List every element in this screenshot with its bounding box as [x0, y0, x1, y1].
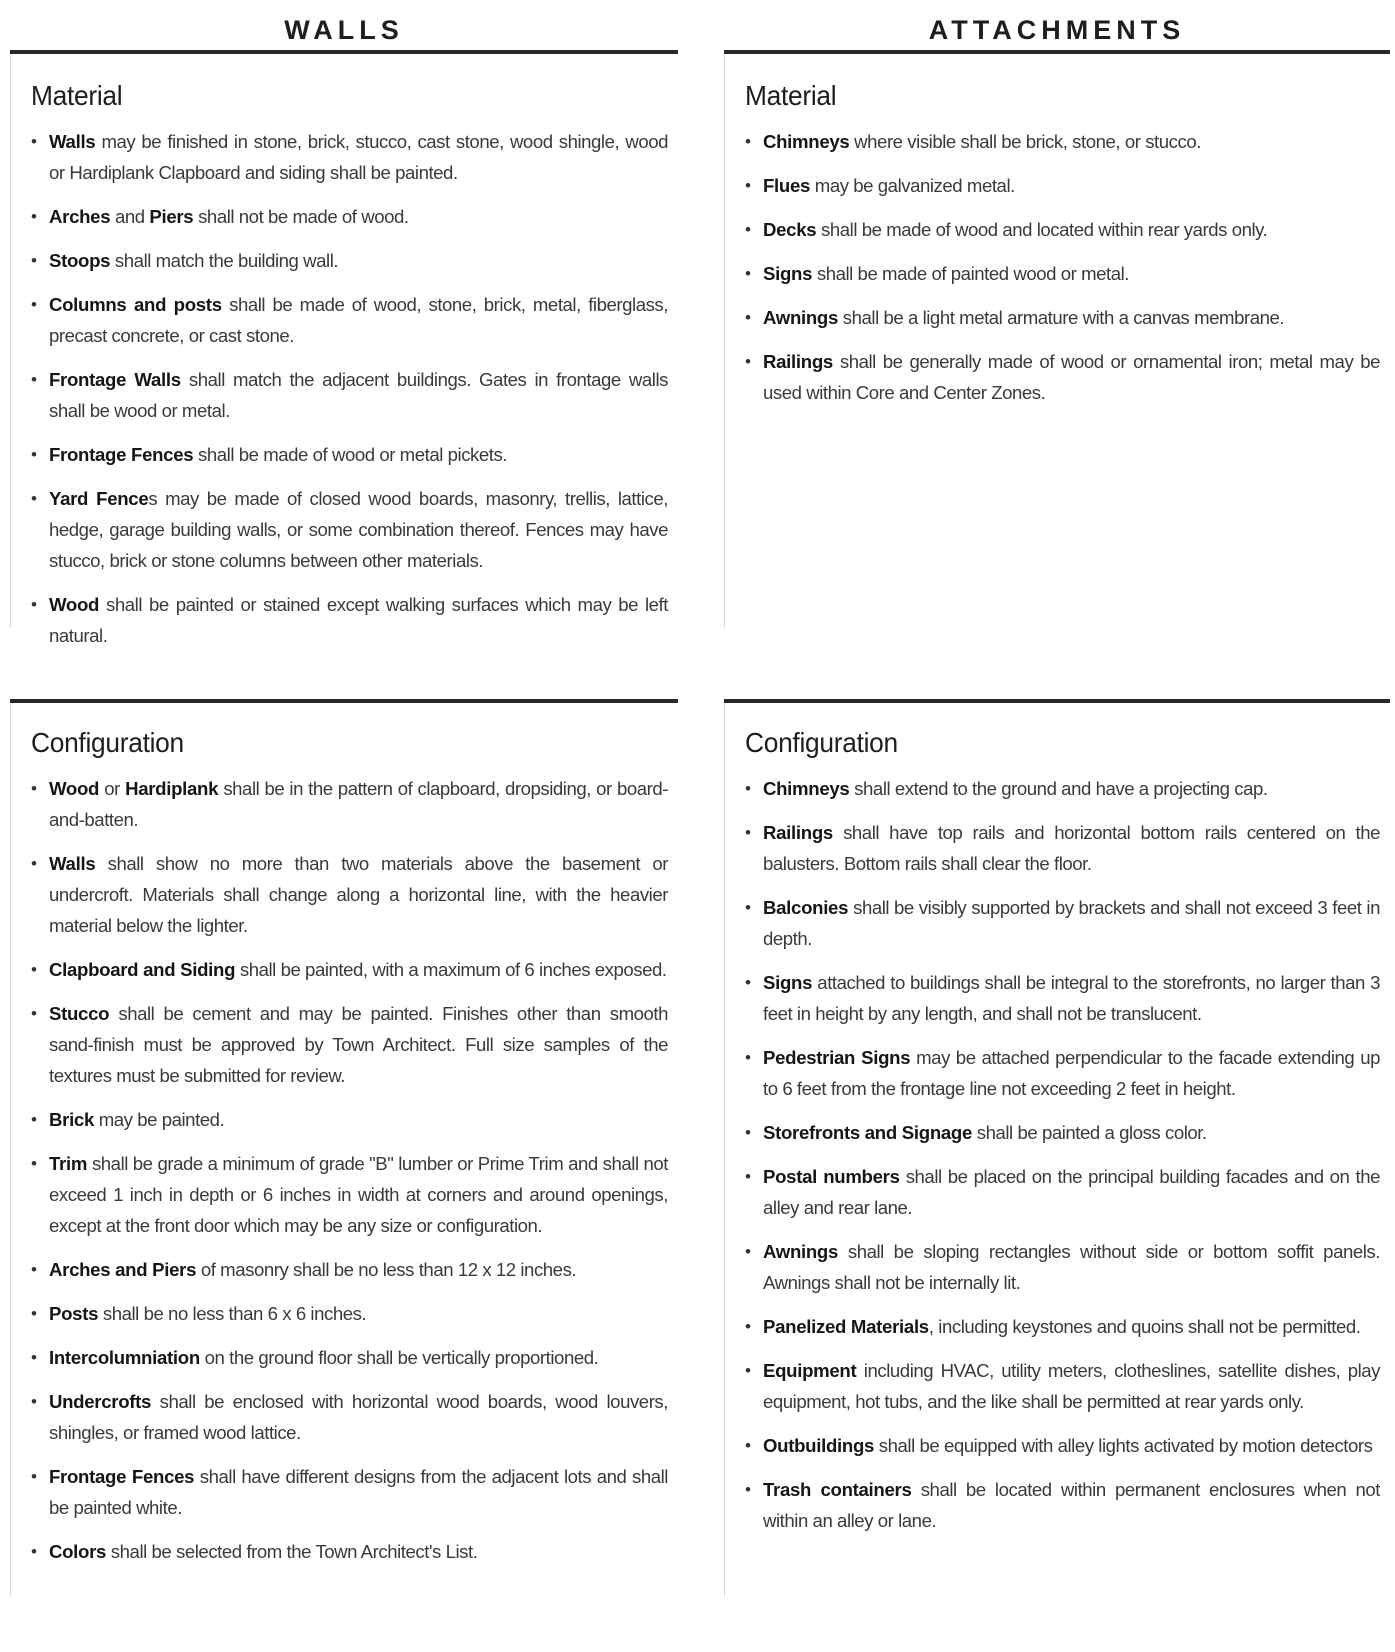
item-term: Railings — [763, 351, 833, 372]
list-item — [31, 1386, 668, 1448]
item-term: Storefronts and Signage — [763, 1122, 973, 1143]
list-item — [31, 1298, 668, 1329]
walls-material-panel — [10, 54, 678, 646]
item-term: Arches — [49, 206, 111, 227]
list-item — [745, 170, 1380, 201]
item-text: s may be made of closed wood boards, masonry, trellis, lattice, hedge, garage building walls, or some combination thereof. Fences may have stucco, brick or stone columns between other materials. — [49, 488, 668, 571]
item-text: may be painted. — [94, 1109, 225, 1130]
walls-configuration-list — [31, 773, 668, 1567]
item-text: shall match the building wall. — [110, 250, 339, 271]
item-term: Frontage Fences — [49, 1466, 195, 1487]
attachments-material-panel — [724, 54, 1390, 628]
list-item — [745, 1430, 1380, 1461]
column-title: ATTACHMENTS — [928, 15, 1186, 45]
item-text: shall be painted or stained except walking surfaces which may be left natural. — [49, 594, 668, 646]
item-term: Pedestrian Signs — [763, 1047, 911, 1068]
list-item — [31, 289, 668, 351]
section-heading: Configuration — [745, 727, 898, 758]
item-term: Hardiplank — [125, 778, 219, 799]
item-term: Stoops — [49, 250, 111, 271]
item-text: including HVAC, utility meters, clotheslines, satellite dishes, play equipment, hot tubs, and the like shall be permitted at rear yards only. — [763, 1360, 1380, 1412]
item-term: Signs — [763, 972, 813, 993]
item-text: attached to buildings shall be integral to the storefronts, no larger than 3 feet in height by any length, and shall not be translucent. — [763, 972, 1380, 1024]
section-heading: Material — [31, 80, 123, 111]
list-item — [31, 364, 668, 426]
item-text: shall be located within permanent enclosures when not within an alley or lane. — [763, 1479, 1380, 1531]
item-text: or — [99, 778, 126, 799]
attachments-column — [724, 0, 1390, 628]
item-text: shall match the adjacent buildings. Gates in frontage walls shall be wood or metal. — [49, 369, 668, 421]
section-heading: Material — [745, 80, 837, 111]
list-item — [745, 773, 1380, 804]
item-term: Piers — [149, 206, 194, 227]
item-text: shall be made of wood, stone, brick, metal, fiberglass, precast concrete, or cast stone. — [49, 294, 668, 346]
item-text: shall be a light metal armature with a canvas membrane. — [838, 307, 1285, 328]
list-item — [745, 258, 1380, 289]
walls-configuration-panel — [10, 703, 678, 1597]
list-item — [745, 1042, 1380, 1104]
item-term: Chimneys — [763, 778, 850, 799]
item-text: shall show no more than two materials above the basement or undercroft. Materials shall change along a horizontal line, with the heavier material below the lighter. — [49, 853, 668, 936]
item-term: Panelized Materials — [763, 1316, 929, 1337]
item-term: Equipment — [763, 1360, 857, 1381]
item-term: Colors — [49, 1541, 107, 1562]
list-item — [745, 1311, 1380, 1342]
list-item — [31, 954, 668, 985]
item-term: Walls — [49, 131, 96, 152]
item-term: Walls — [49, 853, 96, 874]
list-item — [31, 201, 668, 232]
item-text: shall be selected from the Town Architect's List. — [106, 1541, 478, 1562]
list-item — [31, 439, 668, 470]
item-term: Decks — [763, 219, 817, 240]
item-text: where visible shall be brick, stone, or stucco. — [849, 131, 1201, 152]
item-text: may be finished in stone, brick, stucco, cast stone, wood shingle, wood or Hardiplank Clapboard and siding shall be painted. — [49, 131, 668, 183]
item-term: Trash containers — [763, 1479, 912, 1500]
list-item — [31, 848, 668, 941]
list-item — [31, 1536, 668, 1567]
item-term: Signs — [763, 263, 813, 284]
item-text: shall be grade a minimum of grade "B" lumber or Prime Trim and shall not exceed 1 inch in depth or 6 inches in width at corners and around openings, except at the front door which may be any size or configuration. — [49, 1153, 668, 1236]
attachments-material-list — [745, 126, 1380, 408]
list-item — [31, 1254, 668, 1285]
item-text: and — [110, 206, 150, 227]
list-item — [31, 1148, 668, 1241]
list-item — [745, 1117, 1380, 1148]
item-term: Stucco — [49, 1003, 110, 1024]
list-item — [31, 245, 668, 276]
list-item — [31, 1342, 668, 1373]
item-term: Arches and Piers — [49, 1259, 197, 1280]
item-term: Postal numbers — [763, 1166, 900, 1187]
list-item — [745, 1355, 1380, 1417]
list-item — [745, 1161, 1380, 1223]
list-item — [745, 892, 1380, 954]
item-text: may be attached perpendicular to the facade extending up to 6 feet from the frontage line not exceeding 2 feet in height. — [763, 1047, 1380, 1099]
item-text: of masonry shall be no less than 12 x 12 inches. — [196, 1259, 577, 1280]
list-item — [745, 302, 1380, 333]
list-item — [31, 773, 668, 835]
item-text: shall be enclosed with horizontal wood boards, wood louvers, shingles, or framed wood lattice. — [49, 1391, 668, 1443]
item-term: Posts — [49, 1303, 99, 1324]
column-title: WALLS — [284, 15, 404, 45]
item-term: Balconies — [763, 897, 849, 918]
list-item — [31, 1461, 668, 1523]
list-item — [745, 214, 1380, 245]
walls-column — [10, 0, 678, 646]
item-term: Awnings — [763, 1241, 839, 1262]
item-text: shall be generally made of wood or ornamental iron; metal may be used within Core and Center Zones. — [763, 351, 1380, 403]
item-text: shall be made of wood or metal pickets. — [193, 444, 508, 465]
item-term: Flues — [763, 175, 811, 196]
list-item — [31, 998, 668, 1091]
item-text: shall have different designs from the adjacent lots and shall be painted white. — [49, 1466, 668, 1518]
item-text: shall be painted, with a maximum of 6 inches exposed. — [235, 959, 667, 980]
item-text: shall be made of painted wood or metal. — [812, 263, 1130, 284]
list-item — [31, 483, 668, 576]
item-text: shall be no less than 6 x 6 inches. — [98, 1303, 367, 1324]
attachments-configuration-block — [724, 699, 1390, 1597]
walls-configuration-block — [10, 699, 678, 1597]
list-item — [31, 589, 668, 651]
list-item — [31, 126, 668, 188]
attachments-configuration-list — [745, 773, 1380, 1536]
item-text: shall be visibly supported by brackets and shall not exceed 3 feet in depth. — [763, 897, 1380, 949]
list-item — [745, 967, 1380, 1029]
item-text: , including keystones and quoins shall not be permitted. — [928, 1316, 1361, 1337]
walls-material-list — [31, 126, 668, 651]
list-item — [745, 1236, 1380, 1298]
item-text: shall be made of wood and located within rear yards only. — [816, 219, 1268, 240]
item-text: on the ground floor shall be vertically proportioned. — [199, 1347, 599, 1368]
item-text: shall extend to the ground and have a projecting cap. — [849, 778, 1268, 799]
attachments-configuration-panel — [724, 703, 1390, 1597]
list-item — [31, 1104, 668, 1135]
item-term: Wood — [49, 594, 100, 615]
item-text: shall not be made of wood. — [193, 206, 409, 227]
item-text: shall be sloping rectangles without side or bottom soffit panels. Awnings shall not be internally lit. — [763, 1241, 1380, 1293]
item-term: Clapboard and Siding — [49, 959, 236, 980]
item-term: Trim — [49, 1153, 88, 1174]
item-term: Yard Fence — [49, 488, 149, 509]
section-heading: Configuration — [31, 727, 184, 758]
item-text: may be galvanized metal. — [810, 175, 1015, 196]
item-term: Chimneys — [763, 131, 850, 152]
item-term: Wood — [49, 778, 100, 799]
list-item — [745, 126, 1380, 157]
list-item — [745, 346, 1380, 408]
item-text: shall be placed on the principal building facades and on the alley and rear lane. — [763, 1166, 1381, 1218]
item-term: Intercolumniation — [49, 1347, 200, 1368]
item-text: shall have top rails and horizontal bottom rails centered on the balusters. Bottom rails shall clear the floor. — [763, 822, 1380, 874]
item-text: shall be painted a gloss color. — [972, 1122, 1207, 1143]
item-term: Outbuildings — [763, 1435, 875, 1456]
list-item — [745, 817, 1380, 879]
item-term: Frontage Walls — [49, 369, 181, 390]
item-text: shall be cement and may be painted. Finishes other than smooth sand-finish must be approved by Town Architect. Full size samples of the textures must be submitted for review. — [49, 1003, 668, 1086]
list-item — [745, 1474, 1380, 1536]
item-text: shall be equipped with alley lights activated by motion detectors — [874, 1435, 1373, 1456]
item-term: Columns and posts — [49, 294, 222, 315]
item-text: shall be in the pattern of clapboard, dropsiding, or board-and-batten. — [49, 778, 668, 830]
item-term: Undercrofts — [49, 1391, 152, 1412]
item-term: Railings — [763, 822, 833, 843]
item-term: Brick — [49, 1109, 95, 1130]
item-term: Frontage Fences — [49, 444, 194, 465]
item-term: Awnings — [763, 307, 839, 328]
